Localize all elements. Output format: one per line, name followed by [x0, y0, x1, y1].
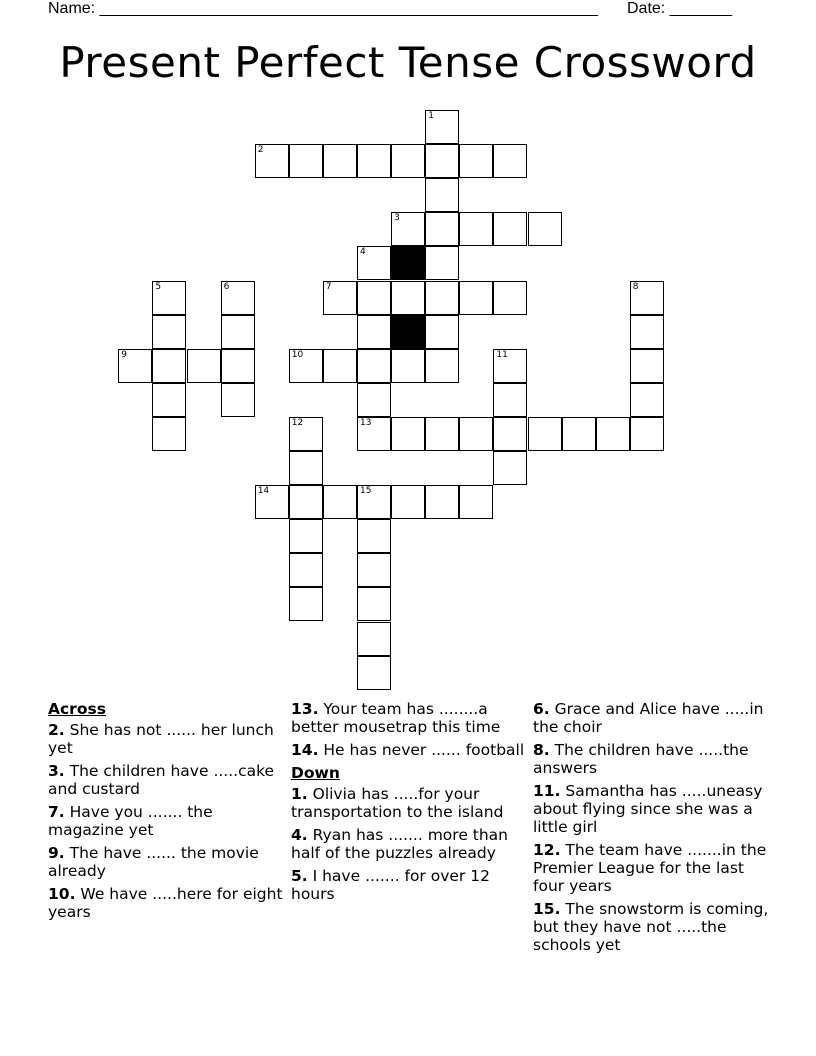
- grid-cell[interactable]: [152, 349, 186, 383]
- grid-cell[interactable]: [425, 212, 459, 246]
- grid-cell[interactable]: [459, 281, 493, 315]
- header: [48, 0, 748, 20]
- clue-number: 8: [632, 281, 639, 292]
- grid-cell[interactable]: [391, 417, 425, 451]
- clue-number: 5: [155, 281, 162, 292]
- grid-cell[interactable]: [323, 485, 357, 519]
- grid-cell[interactable]: [391, 281, 425, 315]
- clue: [533, 741, 769, 777]
- grid-cell-7[interactable]: [323, 281, 357, 315]
- grid-cell-6[interactable]: [221, 281, 255, 315]
- grid-cell-12[interactable]: [289, 417, 323, 451]
- clues-column-3: [533, 700, 769, 959]
- grid-cell[interactable]: [187, 349, 221, 383]
- grid-cell[interactable]: [459, 212, 493, 246]
- clue-number: 14.: [291, 741, 319, 759]
- clue: [291, 785, 527, 821]
- clue: [291, 867, 527, 903]
- grid-cell[interactable]: [630, 383, 664, 417]
- black-cell: [391, 246, 425, 280]
- grid-cell[interactable]: [357, 315, 391, 349]
- grid-cell[interactable]: [357, 383, 391, 417]
- clue-number: 9.: [48, 844, 65, 862]
- grid-cell[interactable]: [528, 417, 562, 451]
- across-heading: Across: [48, 700, 106, 718]
- clue-text: Samantha has .....uneasy about flying since she was a little girl: [533, 782, 763, 836]
- clue-text: Olivia has .....for your transportation to the island: [291, 785, 504, 821]
- grid-cell[interactable]: [425, 349, 459, 383]
- grid-cell[interactable]: [323, 144, 357, 178]
- grid-cell-1[interactable]: [425, 110, 459, 144]
- name-field[interactable]: Name: ________________________________________________________: [48, 0, 598, 17]
- clue-number: 7: [325, 281, 332, 292]
- clue-number: 3: [394, 213, 400, 224]
- black-cell: [391, 315, 425, 349]
- grid-cell[interactable]: [152, 417, 186, 451]
- grid-cell-11[interactable]: [493, 349, 527, 383]
- grid-cell[interactable]: [459, 144, 493, 178]
- clue: [48, 762, 284, 798]
- grid-cell[interactable]: [391, 144, 425, 178]
- clue-number: 15.: [533, 900, 561, 918]
- clue: [48, 885, 284, 921]
- clue: [291, 826, 527, 862]
- clue-text: The team have .......in the Premier League for the last four years: [533, 841, 767, 895]
- clue: [533, 782, 769, 836]
- clue-text: Your team has ........a better mousetrap this time: [291, 700, 501, 736]
- grid-cell[interactable]: [289, 587, 323, 621]
- grid-cell[interactable]: [357, 349, 391, 383]
- grid-cell-5[interactable]: [152, 281, 186, 315]
- grid-cell[interactable]: [221, 383, 255, 417]
- clue-number: 13.: [291, 700, 319, 718]
- grid-cell-3[interactable]: [391, 212, 425, 246]
- grid-cell[interactable]: [357, 519, 391, 553]
- clue: [291, 700, 527, 736]
- clues-column-1: [48, 700, 284, 926]
- grid-cell[interactable]: [289, 519, 323, 553]
- clue-text: We have .....here for eight years: [48, 885, 283, 921]
- clue-number: 2.: [48, 721, 65, 739]
- clue-text: Grace and Alice have .....in the choir: [533, 700, 764, 736]
- clue-text: Ryan has ....... more than half of the puzzles already: [291, 826, 508, 862]
- clue-text: He has never ...... football: [318, 741, 525, 759]
- grid-cell[interactable]: [425, 144, 459, 178]
- grid-cell-4[interactable]: [357, 246, 391, 280]
- grid-cell[interactable]: [425, 315, 459, 349]
- grid-cell-15[interactable]: [357, 485, 391, 519]
- grid-cell[interactable]: [493, 281, 527, 315]
- grid-cell-14[interactable]: [255, 485, 289, 519]
- clue-number: 9: [121, 349, 128, 360]
- clue: [533, 841, 769, 895]
- clue-number: 6: [223, 281, 230, 292]
- grid-cell[interactable]: [493, 417, 527, 451]
- clue-number: 14: [257, 486, 270, 497]
- clue-number: 3.: [48, 762, 65, 780]
- grid-cell[interactable]: [493, 144, 527, 178]
- clue: [533, 900, 769, 954]
- grid-cell[interactable]: [630, 315, 664, 349]
- clue-number: 4: [360, 247, 366, 258]
- grid-cell-10[interactable]: [289, 349, 323, 383]
- grid-cell[interactable]: [221, 315, 255, 349]
- grid-cell[interactable]: [630, 349, 664, 383]
- grid-cell[interactable]: [391, 485, 425, 519]
- grid-cell[interactable]: [562, 417, 596, 451]
- clue-text: The children have .....the answers: [533, 741, 749, 777]
- grid-cell[interactable]: [630, 417, 664, 451]
- clue-number: 8.: [533, 741, 550, 759]
- grid-cell[interactable]: [357, 587, 391, 621]
- clue-number: 1.: [291, 785, 308, 803]
- clue-number: 11: [496, 349, 508, 360]
- grid-cell[interactable]: [357, 281, 391, 315]
- clue-number: 10.: [48, 885, 76, 903]
- clue: [48, 803, 284, 839]
- grid-cell[interactable]: [493, 383, 527, 417]
- clues-column-2: [291, 700, 527, 908]
- grid-cell[interactable]: [289, 553, 323, 587]
- grid-cell[interactable]: [289, 144, 323, 178]
- grid-cell-13[interactable]: [357, 417, 391, 451]
- clue-number: 15: [360, 486, 372, 497]
- clue: [291, 741, 527, 759]
- grid-cell[interactable]: [289, 451, 323, 485]
- grid-cell[interactable]: [425, 178, 459, 212]
- clue-number: 4.: [291, 826, 308, 844]
- grid-cell[interactable]: [493, 451, 527, 485]
- grid-cell[interactable]: [528, 212, 562, 246]
- grid-cell-9[interactable]: [118, 349, 152, 383]
- grid-cell[interactable]: [152, 315, 186, 349]
- clue-text: I have ....... for over 12 hours: [291, 867, 490, 903]
- grid-cell[interactable]: [323, 349, 357, 383]
- down-heading: Down: [291, 764, 340, 782]
- clue-number: 6.: [533, 700, 550, 718]
- page-title: Present Perfect Tense Crossword: [59, 38, 757, 87]
- grid-cell[interactable]: [425, 417, 459, 451]
- grid-cell[interactable]: [357, 622, 391, 656]
- grid-cell[interactable]: [596, 417, 630, 451]
- grid-cell[interactable]: [357, 656, 391, 690]
- grid-cell[interactable]: [289, 485, 323, 519]
- clue-number: 5.: [291, 867, 308, 885]
- grid-cell[interactable]: [357, 144, 391, 178]
- grid-cell[interactable]: [459, 417, 493, 451]
- clue-number: 13: [360, 417, 372, 428]
- clue-text: The have ...... the movie already: [48, 844, 259, 880]
- grid-cell[interactable]: [425, 281, 459, 315]
- clue: [533, 700, 769, 736]
- grid-cell[interactable]: [425, 485, 459, 519]
- grid-cell[interactable]: [357, 553, 391, 587]
- clue: [48, 721, 284, 757]
- grid-cell[interactable]: [493, 212, 527, 246]
- clue-number: 11.: [533, 782, 561, 800]
- clue-text: The snowstorm is coming, but they have not .....the schools yet: [533, 900, 769, 954]
- clue-text: Have you ....... the magazine yet: [48, 803, 213, 839]
- clue-number: 10: [291, 349, 304, 360]
- grid-cell[interactable]: [221, 349, 255, 383]
- clue-number: 2: [257, 145, 264, 156]
- grid-cell-8[interactable]: [630, 281, 664, 315]
- grid-cell[interactable]: [152, 383, 186, 417]
- date-field[interactable]: Date: _______: [627, 0, 732, 17]
- grid-cell-2[interactable]: [255, 144, 289, 178]
- clue-number: 7.: [48, 803, 65, 821]
- clue-number: 12: [291, 417, 304, 428]
- clue-number: 12.: [533, 841, 561, 859]
- clue-number: 1: [428, 111, 434, 121]
- grid-cell[interactable]: [425, 246, 459, 280]
- grid-cell[interactable]: [459, 485, 493, 519]
- clue: [48, 844, 284, 880]
- clue-text: She has not ...... her lunch yet: [48, 721, 274, 757]
- grid-cell[interactable]: [391, 349, 425, 383]
- clue-text: The children have .....cake and custard: [48, 762, 275, 798]
